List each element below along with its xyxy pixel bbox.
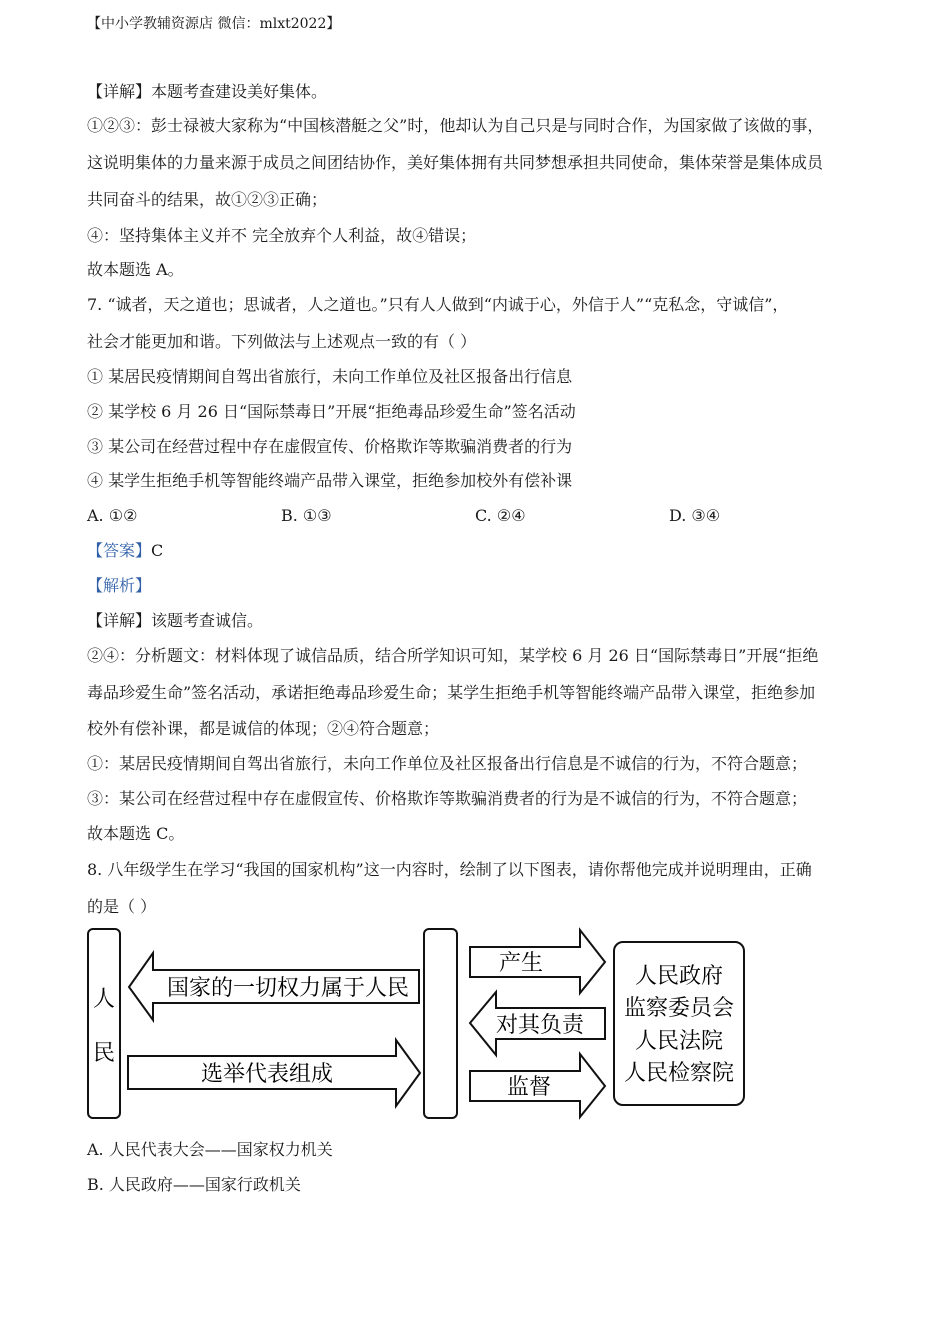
answer-label: 【答案】 bbox=[87, 541, 152, 560]
q7-analysis-label: 【解析】 bbox=[87, 576, 152, 595]
people-label-char: 民 bbox=[92, 1041, 116, 1066]
arrow-elect-label: 选举代表组成 bbox=[200, 1062, 334, 1087]
q6-explanation-line: 共同奋斗的结果，故①②③正确； bbox=[87, 190, 328, 209]
arrow-supervise-label: 监督 bbox=[506, 1075, 552, 1100]
q7-explanation-line: ③：某公司在经营过程中存在虚假宣传、价格欺诈等欺骗消费者的行为是不诚信的行为，不符合题意； bbox=[87, 789, 808, 808]
organ-supervisory-commission: 监察委员会 bbox=[623, 996, 735, 1021]
q8-stem: 8. 八年级学生在学习“我国的国家机构”这一内容时，绘制了以下图表，请你帮他完成并说明理由，正确 bbox=[87, 860, 812, 879]
q7-stem: 社会才能更加和谐。下列做法与上述观点一致的有（ ） bbox=[87, 332, 477, 351]
people-label-char: 人 bbox=[92, 987, 116, 1012]
organ-procuratorate: 人民检察院 bbox=[623, 1061, 735, 1086]
q8-stem: 的是（ ） bbox=[87, 897, 157, 916]
q6-explanation-line: ①②③：彭士禄被大家称为“中国核潜艇之父”时，他却认为自己只是与同时合作，为国家做了该做的事， bbox=[87, 116, 824, 135]
q7-option-d: D. ③④ bbox=[669, 506, 721, 525]
q7-conclusion: 故本题选 C。 bbox=[87, 824, 185, 843]
arrow-power-label: 国家的一切权力属于人民 bbox=[166, 976, 410, 1001]
npc-box-blank bbox=[424, 929, 457, 1118]
q7-option-c: C. ②④ bbox=[475, 506, 526, 525]
q7-item: ① 某居民疫情期间自驾出省旅行，未向工作单位及社区报备出行信息 bbox=[87, 367, 573, 386]
q6-explanation-line: ④：坚持集体主义并不 完全放弃个人利益，故④错误； bbox=[87, 226, 477, 245]
q7-option-a: A. ①② bbox=[87, 506, 138, 525]
q7-detail-heading: 【详解】该题考查诚信。 bbox=[87, 611, 264, 630]
q7-stem: 7. “诚者，天之道也；思诚者，人之道也。”只有人人做到“内诚于心，外信于人”“克私念，守诚信”， bbox=[87, 295, 789, 314]
q7-explanation-line: 毒品珍爱生命”签名活动，承诺拒绝毒品珍爱生命；某学生拒绝手机等智能终端产品带入课堂，拒绝参加 bbox=[87, 683, 816, 702]
q7-item: ④ 某学生拒绝手机等智能终端产品带入课堂，拒绝参加校外有偿补课 bbox=[87, 471, 573, 490]
q7-option-b: B. ①③ bbox=[281, 506, 332, 525]
answer-value: C bbox=[151, 541, 164, 560]
people-box bbox=[88, 929, 120, 1118]
q8-option-a: A. 人民代表大会——国家权力机关 bbox=[87, 1140, 333, 1159]
q7-explanation-line: ②④：分析题文：材料体现了诚信品质，结合所学知识可知，某学校 6 月 26 日“国际禁毒日”开展“拒绝 bbox=[87, 646, 819, 665]
q7-item: ② 某学校 6 月 26 日“国际禁毒日”开展“拒绝毒品珍爱生命”签名活动 bbox=[87, 402, 576, 421]
q7-explanation-line: ①：某居民疫情期间自驾出省旅行，未向工作单位及社区报备出行信息是不诚信的行为，不符合题意； bbox=[87, 754, 808, 773]
q8-option-b: B. 人民政府——国家行政机关 bbox=[87, 1175, 301, 1194]
q6-conclusion: 故本题选 A。 bbox=[87, 260, 184, 279]
page-header: 【中小学教辅资源店 微信：mlxt2022】 bbox=[87, 16, 341, 32]
q7-item: ③ 某公司在经营过程中存在虚假宣传、价格欺诈等欺骗消费者的行为 bbox=[87, 437, 573, 456]
arrow-responsible-label: 对其负责 bbox=[495, 1013, 585, 1038]
organ-court: 人民法院 bbox=[634, 1029, 724, 1054]
arrow-produce-label: 产生 bbox=[498, 951, 544, 976]
q6-explanation-line: 这说明集体的力量来源于成员之间团结协作，美好集体拥有共同梦想承担共同使命，集体荣誉是集体成员 bbox=[87, 153, 824, 172]
q6-detail-heading: 【详解】本题考查建设美好集体。 bbox=[87, 82, 328, 101]
organ-government: 人民政府 bbox=[634, 964, 724, 989]
q7-explanation-line: 校外有偿补课，都是诚信的体现；②④符合题意； bbox=[87, 719, 440, 738]
